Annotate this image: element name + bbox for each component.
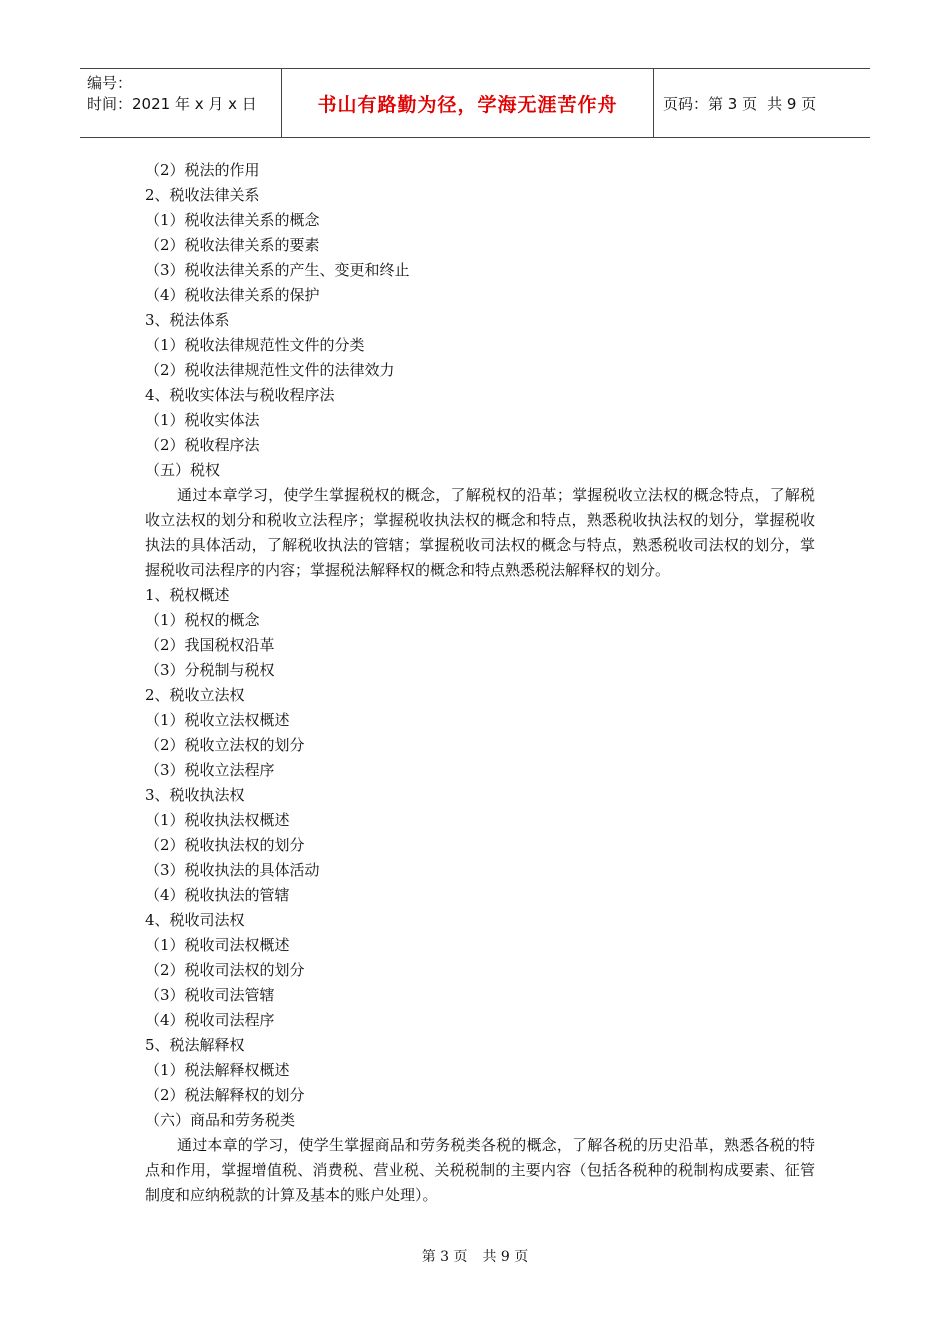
- outline-line: （1）税收法律规范性文件的分类: [145, 336, 365, 354]
- page-footer: [0, 1246, 950, 1266]
- outline-line: （4）税收执法的管辖: [145, 886, 290, 904]
- outline-line: （2）税收法律关系的要素: [145, 236, 320, 254]
- outline-line: 5、税法解释权: [145, 1036, 245, 1054]
- outline-section-a: [145, 158, 815, 483]
- outline-section-b: [145, 583, 815, 1133]
- outline-line: （1）税收司法权概述: [145, 936, 290, 954]
- footer-page-total: 共 9 页: [482, 1249, 529, 1265]
- outline-line: （1）税法解释权概述: [145, 1061, 290, 1079]
- page-header: [80, 68, 870, 138]
- outline-line: （2）税收立法权的划分: [145, 736, 305, 754]
- header-meta: [80, 69, 282, 137]
- footer-page-current: 第 3 页: [421, 1249, 468, 1265]
- outline-line: 2、税收法律关系: [145, 186, 260, 204]
- outline-line: 4、税收实体法与税收程序法: [145, 386, 335, 404]
- outline-line: 4、税收司法权: [145, 911, 245, 929]
- outline-line: （2）我国税权沿革: [145, 636, 275, 654]
- outline-line: 2、税收立法权: [145, 686, 245, 704]
- outline-line: （2）税收程序法: [145, 436, 260, 454]
- chapter-intro-paragraph-2: 通过本章的学习，使学生掌握商品和劳务税类各税的概念，了解各税的历史沿革，熟悉各税的特点和作用，掌握增值税、消费税、营业税、关税税制的主要内容（包括各税种的税制构成要素、征管制度和应纳税款的计算及基本的账户处理）。: [145, 1136, 815, 1204]
- outline-line: （1）税收立法权概述: [145, 711, 290, 729]
- outline-line: （3）税收执法的具体活动: [145, 861, 320, 879]
- document-body: [145, 158, 815, 1208]
- date-label: 时间：2021 年 x 月 x 日: [87, 95, 257, 113]
- outline-line: （3）税收法律关系的产生、变更和终止: [145, 261, 410, 279]
- outline-line: （2）税收司法权的划分: [145, 961, 305, 979]
- outline-line: （六）商品和劳务税类: [145, 1111, 296, 1129]
- outline-line: （4）税收司法程序: [145, 1011, 275, 1029]
- chapter-intro-paragraph: 通过本章学习，使学生掌握税权的概念，了解税权的沿革；掌握税收立法权的概念特点，了解税收立法权的划分和税收立法程序；掌握税收执法权的概念和特点，熟悉税收执法权的划分，掌握税收执法的具体活动，了解税收执法的管辖；掌握税收司法权的概念与特点，熟悉税收司法权的划分，掌握税收司法程序的内容；掌握税法解释权的概念和特点熟悉税法解释权的划分。: [145, 486, 815, 579]
- header-page-total: 共 9 页: [767, 94, 817, 113]
- outline-line: （五）税权: [145, 461, 221, 479]
- header-page-current: 页码：第 3 页: [663, 94, 758, 113]
- outline-line: （1）税收实体法: [145, 411, 260, 429]
- outline-line: （3）税收司法管辖: [145, 986, 275, 1004]
- header-page-number: [654, 69, 870, 137]
- outline-line: （3）税收立法程序: [145, 761, 275, 779]
- outline-line: （3）分税制与税权: [145, 661, 275, 679]
- outline-line: （4）税收法律关系的保护: [145, 286, 320, 304]
- outline-line: 3、税法体系: [145, 311, 230, 329]
- header-motto: 书山有路勤为径，学海无涯苦作舟: [282, 69, 654, 137]
- outline-line: （1）税收执法权概述: [145, 811, 290, 829]
- outline-line: （2）税法的作用: [145, 161, 260, 179]
- outline-line: 3、税收执法权: [145, 786, 245, 804]
- outline-line: （2）税法解释权的划分: [145, 1086, 305, 1104]
- outline-line: （1）税收法律关系的概念: [145, 211, 320, 229]
- outline-line: （2）税收法律规范性文件的法律效力: [145, 361, 395, 379]
- serial-label: 编号：: [87, 74, 133, 92]
- outline-line: 1、税权概述: [145, 586, 230, 604]
- outline-line: （1）税权的概念: [145, 611, 260, 629]
- outline-line: （2）税收执法权的划分: [145, 836, 305, 854]
